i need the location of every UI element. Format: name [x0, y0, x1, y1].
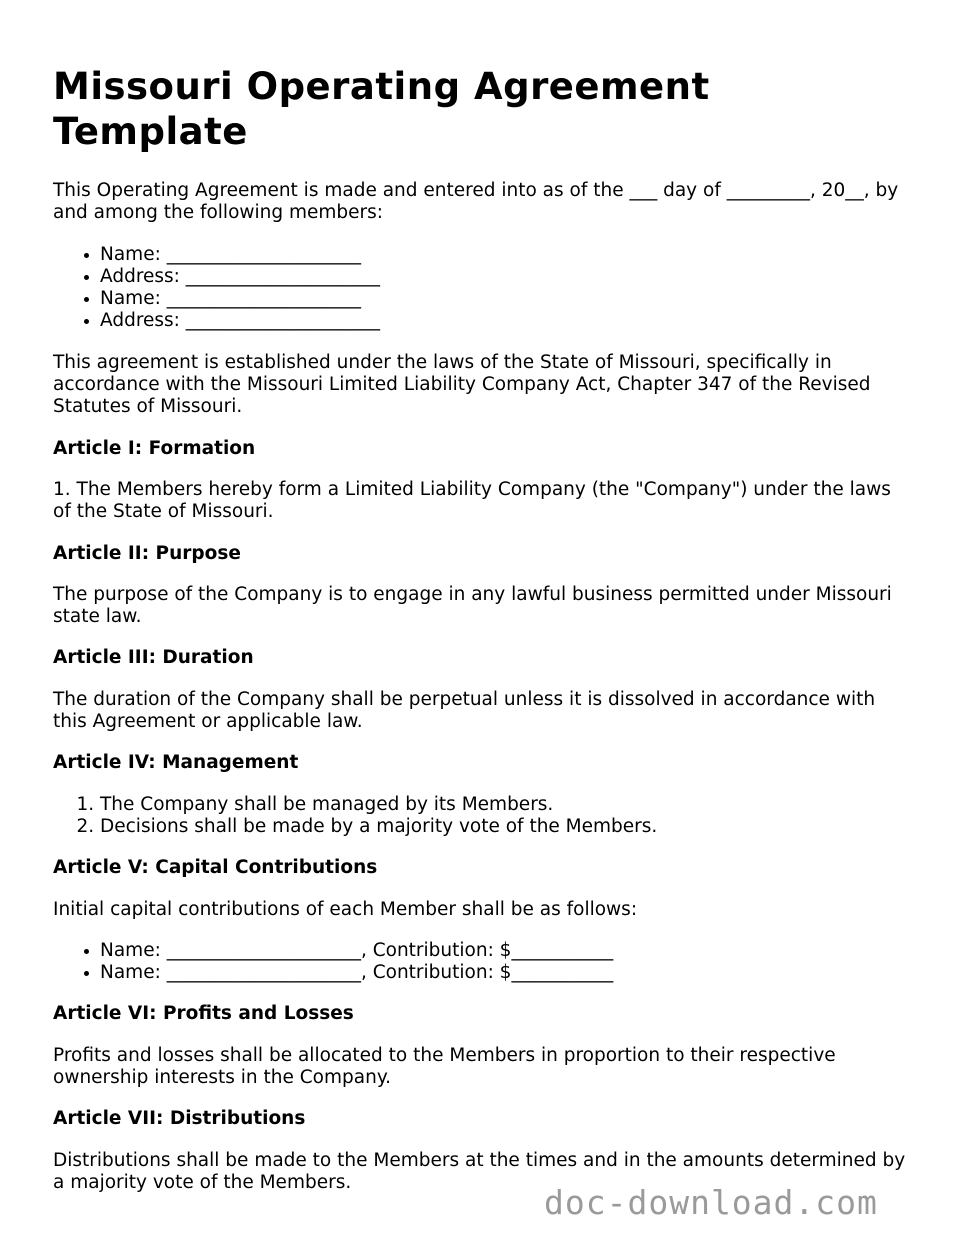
- members-list: [53, 244, 913, 333]
- contributions-list: [53, 940, 913, 985]
- intro-paragraph: This Operating Agreement is made and entered into as of the ___ day of _________, 20__, by and among the following members:: [53, 180, 899, 224]
- article-formation-heading: Article I: Formation: [53, 437, 256, 459]
- article-management-heading: Article IV: Management: [53, 752, 299, 774]
- article-profits-heading: Article VI: Profits and Losses: [53, 1003, 354, 1025]
- list-item: 2. Decisions shall be made by a majority vote of the Members.: [100, 816, 913, 838]
- list-item: 1. The Company shall be managed by its Members.: [100, 794, 913, 816]
- list-item: • Name: _____________________: [100, 244, 913, 266]
- article-duration-text: The duration of the Company shall be perpetual unless it is dissolved in accordance with this Agreement or applicable law.: [53, 688, 876, 733]
- list-item: • Name: _____________________, Contribution: $___________: [100, 962, 913, 984]
- article-purpose-text: The purpose of the Company is to engage in any lawful business permitted under Missouri state law.: [53, 583, 892, 628]
- list-item: • Address: _____________________: [100, 310, 913, 332]
- article-purpose-heading: Article II: Purpose: [53, 542, 241, 564]
- article-capital-heading: Article V: Capital Contributions: [53, 857, 378, 879]
- management-list: [53, 794, 913, 839]
- watermark: doc-download.com: [544, 1183, 878, 1222]
- article-distributions-heading: Article VII: Distributions: [53, 1108, 306, 1130]
- article-distributions-text: Distributions shall be made to the Members at the times and in the amounts determined by a majority vote of the Members.: [53, 1149, 906, 1193]
- list-item: • Name: _____________________: [100, 288, 913, 310]
- list-item: • Address: _____________________: [100, 266, 913, 288]
- list-item: • Name: _____________________, Contribution: $___________: [100, 940, 913, 962]
- document-title: Missouri Operating Agreement Template: [53, 65, 710, 153]
- article-profits-text: Profits and losses shall be allocated to the Members in proportion to their respective ownership interests in the Company.: [53, 1044, 836, 1089]
- article-formation-text: 1. The Members hereby form a Limited Liability Company (the "Company") under the laws of the State of Missouri.: [53, 478, 891, 523]
- article-duration-heading: Article III: Duration: [53, 647, 254, 669]
- governing-law-paragraph: This agreement is established under the laws of the State of Missouri, specifically in accordance with the Missouri Limited Liability Company Act, Chapter 347 of the Revised Statutes of Missouri.: [53, 351, 871, 418]
- document-page: [53, 64, 913, 1213]
- article-capital-text: Initial capital contributions of each Member shall be as follows:: [53, 898, 638, 920]
